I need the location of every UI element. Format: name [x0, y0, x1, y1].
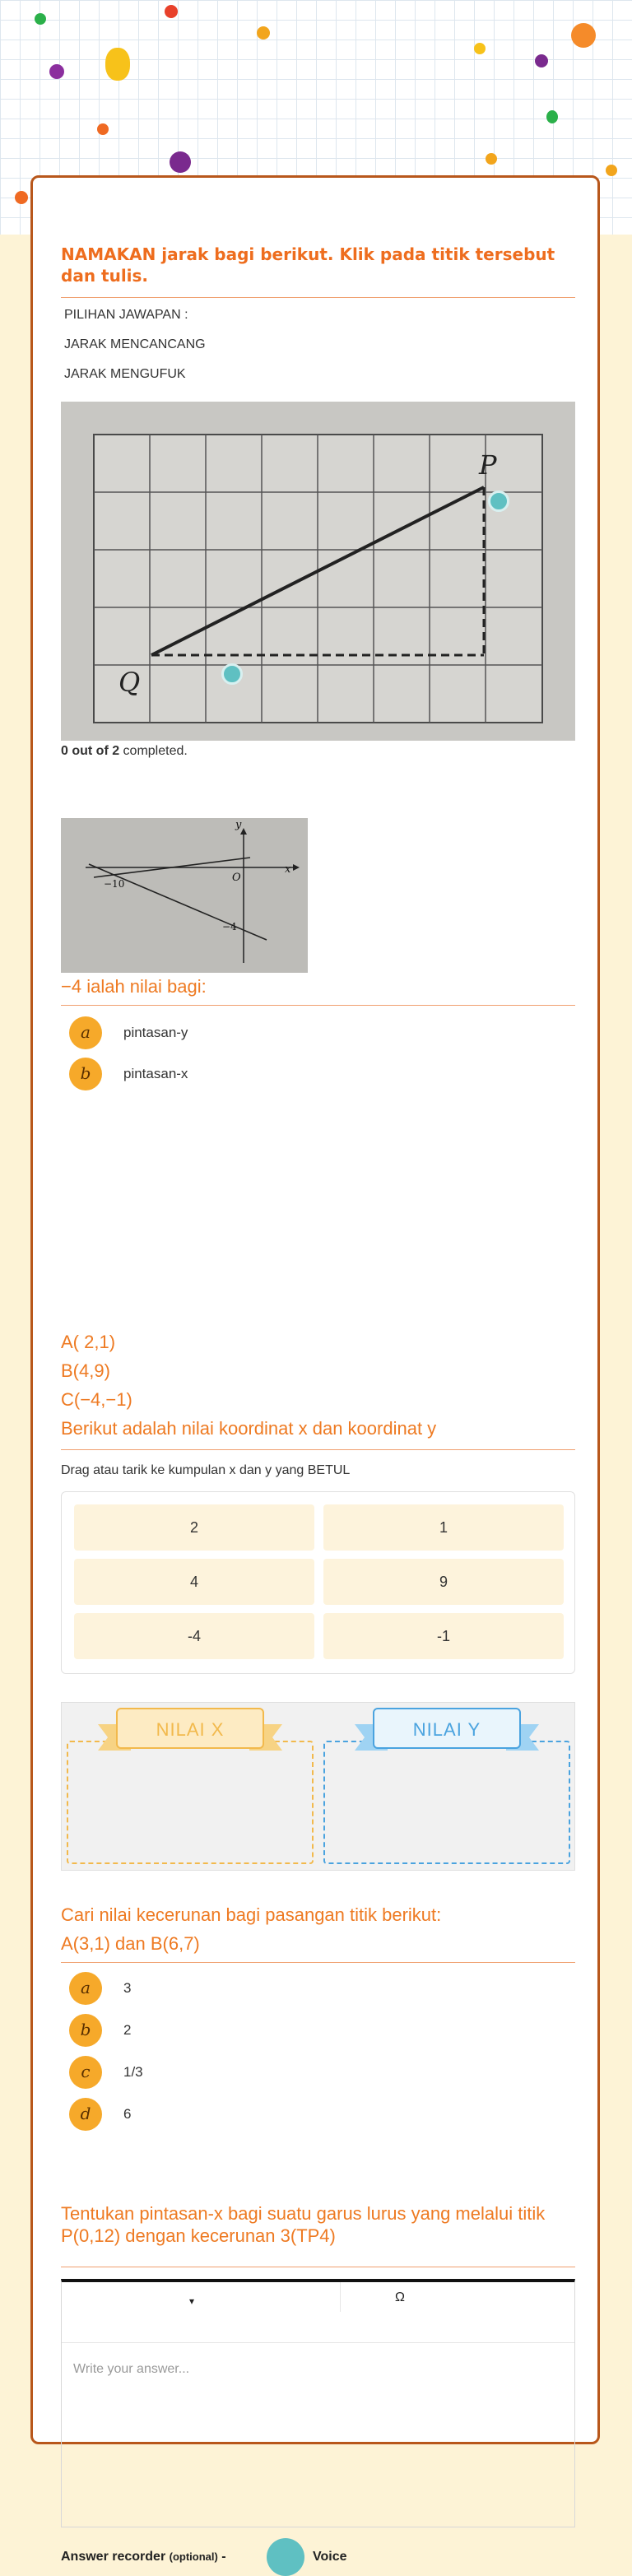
- toolbar-divider: [340, 2282, 341, 2312]
- paint-splat: [606, 165, 617, 176]
- quiz-card: [30, 175, 600, 2564]
- point-a: A( 2,1): [61, 1332, 116, 1352]
- option-jarak-mencancang: JARAK MENCANCANG: [64, 337, 206, 351]
- grid-diagram: [61, 402, 575, 741]
- choice-letter-badge: a: [69, 1016, 102, 1049]
- paint-splat: [105, 48, 130, 81]
- drag-tile[interactable]: -1: [323, 1613, 564, 1659]
- point-p-label: P: [479, 449, 497, 481]
- drag-instruction: Drag atau tarik ke kumpulan x dan y yang BETUL: [61, 1463, 351, 1477]
- paint-splat: [97, 123, 109, 135]
- format-dropdown[interactable]: ▾: [189, 2295, 195, 2307]
- question4-prompt-line1: Cari nilai kecerunan bagi pasangan titik berikut:: [61, 1904, 442, 1925]
- answer-textarea[interactable]: [62, 2344, 574, 2527]
- divider: [61, 1449, 575, 1450]
- line-graph-diagram: [61, 818, 308, 973]
- drag-tile[interactable]: 1: [323, 1504, 564, 1551]
- hotspot-image: [61, 402, 575, 741]
- paint-splat: [486, 153, 497, 165]
- choice-letter-badge: a: [69, 1972, 102, 2005]
- x-axis-label: x: [285, 863, 291, 876]
- answer-placeholder: Write your answer...: [73, 2362, 190, 2376]
- paint-splat: [571, 23, 596, 48]
- drop-zone-nilai-y[interactable]: [323, 1741, 570, 1864]
- y-intercept-label: −4: [222, 921, 237, 932]
- paint-splat: [15, 191, 28, 204]
- paint-splat: [35, 13, 46, 25]
- question4-prompt-line2: A(3,1) dan B(6,7): [61, 1933, 200, 1954]
- choice-label: pintasan-x: [123, 1066, 188, 1081]
- drop-target-area: [61, 1702, 575, 1871]
- divider: [61, 1962, 575, 1963]
- point-b: B(4,9): [61, 1360, 110, 1381]
- choice-letter-badge: d: [69, 2098, 102, 2131]
- choice-letter-badge: b: [69, 2014, 102, 2047]
- hotspot-vertical[interactable]: [488, 491, 509, 512]
- choice-label: 6: [123, 2106, 132, 2122]
- question2-prompt: −4 ialah nilai bagi:: [61, 976, 207, 997]
- choice-label: pintasan-y: [123, 1025, 188, 1040]
- ribbon-nilai-x: [98, 1708, 246, 1754]
- paint-splat: [49, 64, 64, 79]
- special-character-button[interactable]: Ω: [395, 2290, 405, 2304]
- paint-splat: [535, 54, 548, 67]
- paint-splat: [257, 26, 270, 40]
- drag-tile[interactable]: 9: [323, 1559, 564, 1605]
- nilai-y-label: NILAI Y: [373, 1708, 521, 1749]
- choice-letter-badge: b: [69, 1058, 102, 1090]
- record-voice-button[interactable]: [267, 2538, 304, 2576]
- options-header: PILIHAN JAWAPAN :: [64, 308, 188, 322]
- nilai-x-label: NILAI X: [116, 1708, 264, 1749]
- paint-splat: [170, 151, 191, 173]
- choice-label: 2: [123, 2022, 132, 2038]
- drag-tile[interactable]: 2: [74, 1504, 314, 1551]
- voice-label: Voice: [313, 2550, 347, 2564]
- drop-zone-nilai-x[interactable]: [67, 1741, 314, 1864]
- paint-splat: [474, 43, 486, 54]
- recorder-label: Answer recorder (optional) -: [61, 2550, 226, 2564]
- answer-editor: [61, 2279, 575, 2527]
- choice-letter-badge: c: [69, 2056, 102, 2089]
- graph-image: [61, 818, 308, 973]
- drag-tile[interactable]: -4: [74, 1613, 314, 1659]
- point-q-label: Q: [118, 667, 141, 698]
- drag-source-area: [61, 1491, 575, 1674]
- divider: [61, 1005, 575, 1006]
- ribbon-nilai-y: [355, 1708, 503, 1754]
- hotspot-horizontal[interactable]: [221, 663, 243, 685]
- paint-splat: [165, 5, 178, 18]
- progress-status: 0 out of 2 completed.: [61, 744, 188, 758]
- drag-tile[interactable]: 4: [74, 1559, 314, 1605]
- choice-label: 3: [123, 1980, 132, 1996]
- question1-title: NAMAKAN jarak bagi berikut. Klik pada titik tersebut dan tulis.: [61, 244, 555, 286]
- question3-prompt: Berikut adalah nilai koordinat x dan koordinat y: [61, 1418, 437, 1439]
- option-jarak-mengufuk: JARAK MENGUFUK: [64, 367, 186, 381]
- x-intercept-label: −10: [104, 878, 125, 890]
- origin-label: O: [232, 872, 241, 884]
- question5-prompt: Tentukan pintasan-x bagi suatu garus lurus yang melalui titik P(0,12) dengan kecerunan 3(TP4): [61, 2203, 546, 2246]
- divider: [61, 297, 575, 298]
- paint-splat: [546, 110, 558, 123]
- point-c: C(−4,−1): [61, 1389, 132, 1410]
- y-axis-label: y: [235, 819, 242, 831]
- choice-label: 1/3: [123, 2064, 143, 2080]
- editor-toolbar: [62, 2282, 574, 2343]
